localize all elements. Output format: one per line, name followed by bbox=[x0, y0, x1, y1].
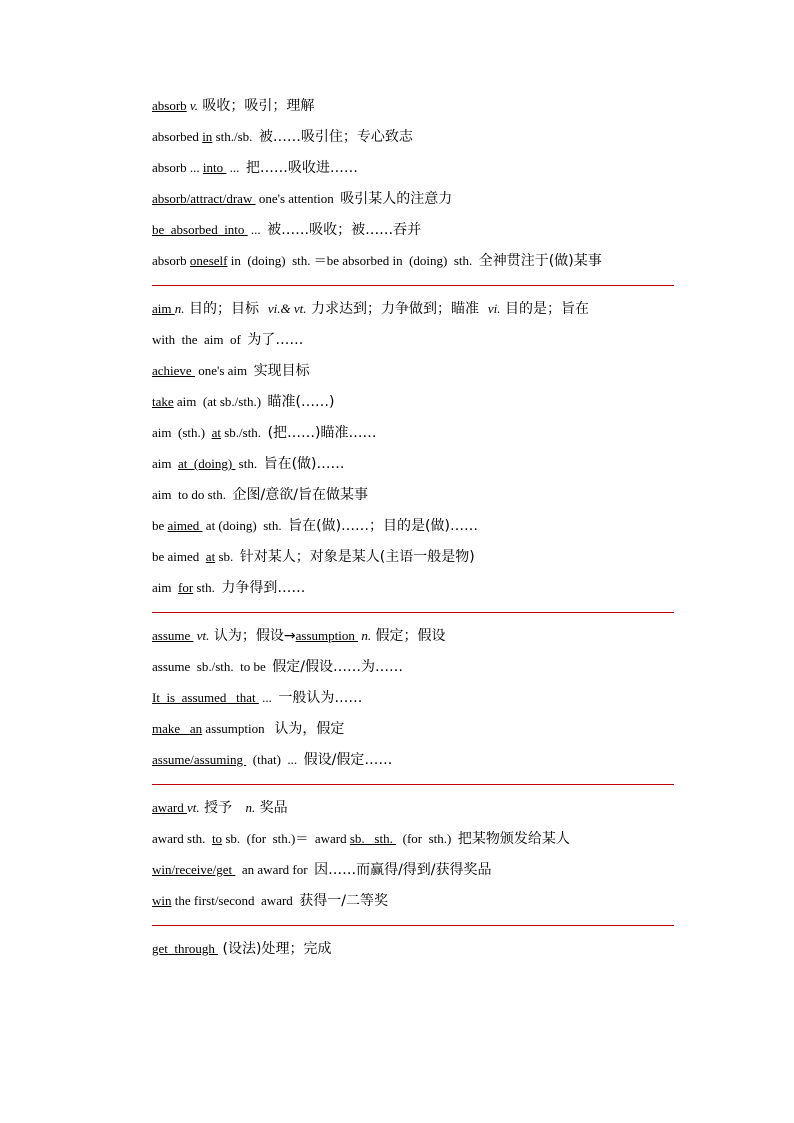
english-text: (that) ... bbox=[246, 752, 304, 767]
english-text: ... bbox=[247, 222, 268, 237]
underlined-phrase: award bbox=[152, 800, 188, 815]
english-text: aim bbox=[152, 580, 178, 595]
underlined-phrase: win bbox=[152, 893, 172, 908]
underlined-phrase: in bbox=[202, 129, 213, 144]
english-text: ... bbox=[226, 160, 246, 175]
entry-section bbox=[152, 96, 674, 282]
english-text: the first/second award bbox=[171, 893, 300, 908]
english-text: be aimed bbox=[152, 549, 206, 564]
entry-line bbox=[152, 96, 674, 127]
english-text: assumption bbox=[202, 721, 275, 736]
underlined-phrase: sb. sth. bbox=[349, 831, 397, 846]
english-text: at (doing) sth. bbox=[202, 518, 289, 533]
section-divider bbox=[152, 612, 674, 613]
entry-line bbox=[152, 485, 674, 516]
chinese-gloss: 瞄准(……) bbox=[267, 394, 335, 410]
entry-line bbox=[152, 516, 674, 547]
english-text: aim bbox=[152, 456, 178, 471]
underlined-phrase: oneself bbox=[189, 253, 228, 268]
underlined-phrase: into bbox=[202, 160, 227, 175]
chinese-gloss: 旨在(做)…… bbox=[263, 456, 345, 472]
english-text: one's aim bbox=[194, 363, 254, 378]
english-text: sth./sb. bbox=[212, 129, 259, 144]
underlined-phrase: at bbox=[211, 425, 221, 440]
chinese-gloss: 奖品 bbox=[255, 800, 288, 816]
chinese-gloss: 假定；假设 bbox=[371, 628, 446, 644]
entry-line bbox=[152, 547, 674, 578]
underlined-phrase: assume/assuming bbox=[152, 752, 247, 767]
underlined-phrase: at bbox=[205, 549, 216, 564]
entry-line bbox=[152, 299, 674, 330]
chinese-gloss: 获得一/二等奖 bbox=[299, 893, 389, 909]
english-text: sb. (for sth.)＝ award bbox=[222, 831, 350, 846]
english-text: vi.& vt. bbox=[267, 301, 307, 316]
english-text: absorb bbox=[152, 253, 190, 268]
english-text: aim (at sb./sth.) bbox=[173, 394, 268, 409]
english-text: n. bbox=[361, 628, 372, 643]
chinese-gloss: 目的；目标 bbox=[184, 301, 268, 317]
english-text: in (doing) sth. ＝be absorbed in (doing) sth. bbox=[227, 253, 479, 268]
underlined-phrase: make an bbox=[152, 721, 203, 736]
chinese-gloss: 吸引某人的注意力 bbox=[340, 191, 453, 207]
english-text: ... bbox=[258, 690, 279, 705]
english-text: n. bbox=[174, 301, 185, 316]
english-text: aim to do sth. bbox=[152, 487, 233, 502]
chinese-gloss: 全神贯注于(做)某事 bbox=[478, 253, 602, 269]
underlined-phrase: assume bbox=[152, 628, 194, 643]
chinese-gloss: (把……)瞄准…… bbox=[267, 425, 377, 441]
english-text: sth. bbox=[235, 456, 264, 471]
chinese-gloss: 为了…… bbox=[247, 332, 304, 348]
english-text: an award for bbox=[235, 862, 315, 877]
chinese-gloss: 力求达到；力争做到；瞄准 bbox=[306, 301, 488, 317]
underlined-phrase: be absorbed into bbox=[152, 222, 248, 237]
chinese-gloss: 把……吸收进…… bbox=[245, 160, 358, 176]
underlined-phrase: for bbox=[178, 580, 194, 595]
chinese-gloss: 一般认为…… bbox=[278, 690, 363, 706]
chinese-gloss: 被……吸收；被……吞并 bbox=[267, 222, 422, 238]
entry-line bbox=[152, 392, 674, 423]
vocabulary-document bbox=[152, 96, 674, 970]
underlined-phrase: win/receive/get bbox=[152, 862, 236, 877]
chinese-gloss: 把某物颁发给某人 bbox=[457, 831, 570, 847]
english-text: vt. bbox=[187, 800, 200, 815]
chinese-gloss: 吸收；吸引；理解 bbox=[197, 98, 315, 114]
entry-section bbox=[152, 626, 674, 781]
english-text: one's attention bbox=[255, 191, 341, 206]
chinese-gloss: 假定/假设……为…… bbox=[272, 659, 403, 675]
chinese-gloss: 因……而赢得/得到/获得奖品 bbox=[314, 862, 492, 878]
entry-section bbox=[152, 939, 674, 970]
english-text: be bbox=[152, 518, 168, 533]
section-divider bbox=[152, 285, 674, 286]
chinese-gloss: 企图/意欲/旨在做某事 bbox=[232, 487, 368, 503]
chinese-gloss: 认为；假设→ bbox=[209, 628, 296, 644]
entry-line bbox=[152, 939, 674, 970]
english-text: with the aim of bbox=[152, 332, 248, 347]
chinese-gloss: 旨在(做)……；目的是(做)…… bbox=[288, 518, 478, 534]
section-divider bbox=[152, 784, 674, 785]
entry-line bbox=[152, 578, 674, 609]
entry-line bbox=[152, 657, 674, 688]
english-text: sb. bbox=[215, 549, 240, 564]
entry-line bbox=[152, 798, 674, 829]
entry-line bbox=[152, 330, 674, 361]
english-text: aim (sth.) bbox=[152, 425, 212, 440]
chinese-gloss: 授予 bbox=[199, 800, 246, 816]
english-text: vt. bbox=[196, 628, 210, 643]
english-text: assume sb./sth. to be bbox=[152, 659, 273, 674]
entry-line bbox=[152, 626, 674, 657]
entry-line bbox=[152, 158, 674, 189]
entry-line bbox=[152, 688, 674, 719]
underlined-phrase: absorb bbox=[152, 98, 187, 113]
english-text: absorb ... bbox=[152, 160, 203, 175]
english-text: sb./sth. bbox=[220, 425, 268, 440]
underlined-phrase: It is assumed that bbox=[152, 690, 259, 705]
chinese-gloss: 目的是；旨在 bbox=[500, 301, 589, 317]
section-divider bbox=[152, 925, 674, 926]
underlined-phrase: assumption bbox=[295, 628, 359, 643]
entry-line bbox=[152, 220, 674, 251]
entry-line bbox=[152, 361, 674, 392]
underlined-phrase: take bbox=[152, 394, 174, 409]
chinese-gloss: 力争得到…… bbox=[221, 580, 306, 596]
chinese-gloss: 假设/假定…… bbox=[303, 752, 393, 768]
underlined-phrase: to bbox=[211, 831, 223, 846]
entry-line bbox=[152, 454, 674, 485]
english-text: n. bbox=[245, 800, 256, 815]
entry-line bbox=[152, 891, 674, 922]
chinese-gloss: (设法)处理；完成 bbox=[218, 941, 332, 957]
underlined-phrase: achieve bbox=[152, 363, 195, 378]
english-text: absorbed bbox=[152, 129, 203, 144]
english-text: v. bbox=[189, 98, 198, 113]
entry-line bbox=[152, 860, 674, 891]
entry-line bbox=[152, 189, 674, 220]
english-text: vi. bbox=[487, 301, 501, 316]
chinese-gloss: 针对某人；对象是某人(主语一般是物) bbox=[239, 549, 475, 565]
entry-line bbox=[152, 719, 674, 750]
chinese-gloss: 认为，假定 bbox=[274, 721, 345, 737]
entry-section bbox=[152, 798, 674, 922]
english-text: award sth. bbox=[152, 831, 212, 846]
entry-line bbox=[152, 750, 674, 781]
english-text: sth. bbox=[193, 580, 222, 595]
underlined-phrase: absorb/attract/draw bbox=[152, 191, 256, 206]
chinese-gloss: 被……吸引住；专心致志 bbox=[258, 129, 413, 145]
entry-section bbox=[152, 299, 674, 609]
entry-line bbox=[152, 251, 674, 282]
entry-line bbox=[152, 423, 674, 454]
underlined-phrase: at (doing) bbox=[178, 456, 236, 471]
english-text: (for sth.) bbox=[396, 831, 458, 846]
entry-line bbox=[152, 829, 674, 860]
underlined-phrase: aimed bbox=[167, 518, 203, 533]
chinese-gloss: 实现目标 bbox=[253, 363, 310, 379]
underlined-phrase: aim bbox=[152, 301, 175, 316]
entry-line bbox=[152, 127, 674, 158]
underlined-phrase: get through bbox=[152, 941, 219, 956]
